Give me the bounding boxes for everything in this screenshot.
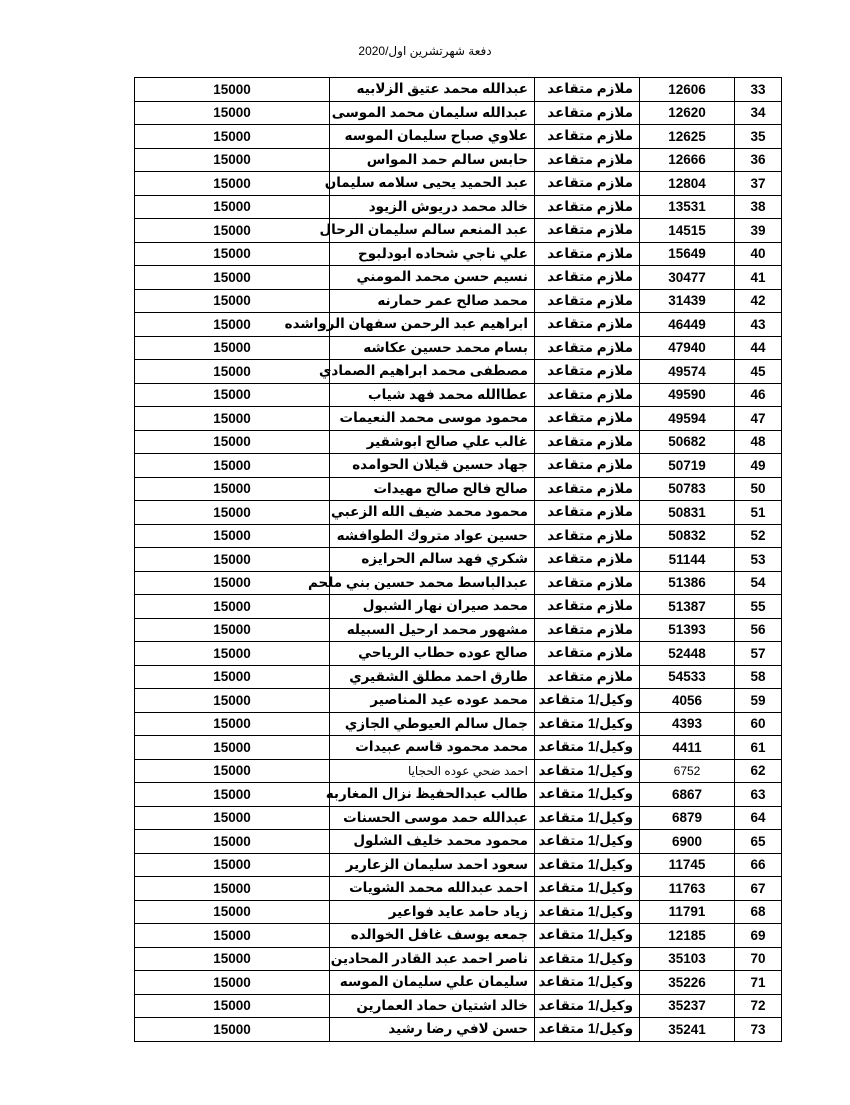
table-row — [135, 971, 782, 995]
full-name: عبد المنعم سالم سليمان الرحال — [330, 219, 535, 243]
military-number: 30477 — [640, 266, 735, 290]
table-row — [135, 712, 782, 736]
amount: 15000 — [135, 148, 330, 172]
amount: 15000 — [135, 219, 330, 243]
row-number: 67 — [735, 877, 782, 901]
full-name: محمود محمد خليف الشلول — [330, 830, 535, 854]
table-row — [135, 383, 782, 407]
military-number: 50719 — [640, 454, 735, 478]
rank: ملازم متقاعد — [535, 501, 640, 525]
amount: 15000 — [135, 360, 330, 384]
military-number: 50682 — [640, 430, 735, 454]
table-row — [135, 830, 782, 854]
row-number: 65 — [735, 830, 782, 854]
amount: 15000 — [135, 689, 330, 713]
table-row — [135, 736, 782, 760]
full-name: جهاد حسين قيلان الحوامده — [330, 454, 535, 478]
table-row — [135, 454, 782, 478]
full-name: محمود محمد ضيف الله الزعبي — [330, 501, 535, 525]
military-number: 15649 — [640, 242, 735, 266]
table-body — [135, 78, 782, 1042]
row-number: 59 — [735, 689, 782, 713]
rank: وكيل/1 متقاعد — [535, 877, 640, 901]
row-number: 46 — [735, 383, 782, 407]
row-number: 52 — [735, 524, 782, 548]
table-row — [135, 806, 782, 830]
row-number: 55 — [735, 595, 782, 619]
row-number: 63 — [735, 783, 782, 807]
table-row — [135, 289, 782, 313]
row-number: 72 — [735, 994, 782, 1018]
rank: وكيل/1 متقاعد — [535, 689, 640, 713]
row-number: 48 — [735, 430, 782, 454]
rank: ملازم متقاعد — [535, 78, 640, 102]
row-number: 51 — [735, 501, 782, 525]
table-row — [135, 900, 782, 924]
amount: 15000 — [135, 806, 330, 830]
military-number: 6900 — [640, 830, 735, 854]
row-number: 69 — [735, 924, 782, 948]
military-number: 31439 — [640, 289, 735, 313]
full-name: طارق احمد مطلق الشقيري — [330, 665, 535, 689]
rank: ملازم متقاعد — [535, 642, 640, 666]
amount: 15000 — [135, 783, 330, 807]
row-number: 54 — [735, 571, 782, 595]
full-name: صالح عوده حطاب الرياحي — [330, 642, 535, 666]
full-name: عبدالله سليمان محمد الموسى — [330, 101, 535, 125]
table-row — [135, 219, 782, 243]
military-number: 50783 — [640, 477, 735, 501]
rank: وكيل/1 متقاعد — [535, 924, 640, 948]
military-number: 52448 — [640, 642, 735, 666]
full-name: حسين عواد متروك الطوافشه — [330, 524, 535, 548]
row-number: 53 — [735, 548, 782, 572]
row-number: 68 — [735, 900, 782, 924]
military-number: 51144 — [640, 548, 735, 572]
military-number: 12185 — [640, 924, 735, 948]
military-number: 35226 — [640, 971, 735, 995]
row-number: 43 — [735, 313, 782, 337]
row-number: 37 — [735, 172, 782, 196]
rank: وكيل/1 متقاعد — [535, 900, 640, 924]
row-number: 38 — [735, 195, 782, 219]
full-name: عطاالله محمد فهد شياب — [330, 383, 535, 407]
military-number: 4411 — [640, 736, 735, 760]
full-name: سليمان علي سليمان الموسه — [330, 971, 535, 995]
full-name: علي ناجي شحاده ابودلبوح — [330, 242, 535, 266]
rank: ملازم متقاعد — [535, 195, 640, 219]
rank: ملازم متقاعد — [535, 430, 640, 454]
rank: وكيل/1 متقاعد — [535, 806, 640, 830]
military-number: 46449 — [640, 313, 735, 337]
military-number: 11745 — [640, 853, 735, 877]
amount: 15000 — [135, 712, 330, 736]
amount: 15000 — [135, 642, 330, 666]
rank: وكيل/1 متقاعد — [535, 712, 640, 736]
rank: ملازم متقاعد — [535, 242, 640, 266]
rank: ملازم متقاعد — [535, 336, 640, 360]
full-name: بسام محمد حسين عكاشه — [330, 336, 535, 360]
military-number: 47940 — [640, 336, 735, 360]
rank: ملازم متقاعد — [535, 125, 640, 149]
amount: 15000 — [135, 571, 330, 595]
row-number: 41 — [735, 266, 782, 290]
row-number: 47 — [735, 407, 782, 431]
amount: 15000 — [135, 477, 330, 501]
table-row — [135, 360, 782, 384]
row-number: 35 — [735, 125, 782, 149]
page-header: دفعة شهرتشرين اول/2020 — [358, 44, 492, 58]
table-row — [135, 571, 782, 595]
row-number: 45 — [735, 360, 782, 384]
amount: 15000 — [135, 548, 330, 572]
table-row — [135, 125, 782, 149]
full-name: ناصر احمد عبد القادر المحادين — [330, 947, 535, 971]
amount: 15000 — [135, 78, 330, 102]
table-row — [135, 430, 782, 454]
full-name: احمد ضحي عوده الحجايا — [330, 759, 535, 783]
full-name: صالح فالح صالح مهيدات — [330, 477, 535, 501]
row-number: 44 — [735, 336, 782, 360]
rank: ملازم متقاعد — [535, 172, 640, 196]
table-row — [135, 853, 782, 877]
full-name: مصطفى محمد ابراهيم الصمادي — [330, 360, 535, 384]
military-number: 49574 — [640, 360, 735, 384]
table-row — [135, 759, 782, 783]
row-number: 66 — [735, 853, 782, 877]
military-number: 35241 — [640, 1018, 735, 1042]
military-number: 12625 — [640, 125, 735, 149]
rank: وكيل/1 متقاعد — [535, 853, 640, 877]
rank: ملازم متقاعد — [535, 618, 640, 642]
military-number: 4056 — [640, 689, 735, 713]
row-number: 33 — [735, 78, 782, 102]
table-row — [135, 501, 782, 525]
row-number: 60 — [735, 712, 782, 736]
table-row — [135, 172, 782, 196]
full-name: مشهور محمد ارحيل السبيله — [330, 618, 535, 642]
military-number: 11763 — [640, 877, 735, 901]
amount: 15000 — [135, 830, 330, 854]
table-row — [135, 407, 782, 431]
amount: 15000 — [135, 924, 330, 948]
table-row — [135, 595, 782, 619]
amount: 15000 — [135, 877, 330, 901]
military-number: 12620 — [640, 101, 735, 125]
full-name: حابس سالم حمد المواس — [330, 148, 535, 172]
payment-table — [134, 77, 782, 1042]
amount: 15000 — [135, 454, 330, 478]
row-number: 71 — [735, 971, 782, 995]
table-row — [135, 266, 782, 290]
amount: 15000 — [135, 665, 330, 689]
row-number: 64 — [735, 806, 782, 830]
military-number: 12804 — [640, 172, 735, 196]
rank: ملازم متقاعد — [535, 101, 640, 125]
row-number: 49 — [735, 454, 782, 478]
amount: 15000 — [135, 853, 330, 877]
amount: 15000 — [135, 736, 330, 760]
full-name: محمد محمود قاسم عبيدات — [330, 736, 535, 760]
table-row — [135, 783, 782, 807]
military-number: 6879 — [640, 806, 735, 830]
military-number: 49590 — [640, 383, 735, 407]
rank: ملازم متقاعد — [535, 548, 640, 572]
military-number: 51386 — [640, 571, 735, 595]
military-number: 51393 — [640, 618, 735, 642]
rank: وكيل/1 متقاعد — [535, 971, 640, 995]
military-number: 35237 — [640, 994, 735, 1018]
rank: وكيل/1 متقاعد — [535, 994, 640, 1018]
row-number: 58 — [735, 665, 782, 689]
amount: 15000 — [135, 994, 330, 1018]
military-number: 6867 — [640, 783, 735, 807]
rank: ملازم متقاعد — [535, 313, 640, 337]
rank: وكيل/1 متقاعد — [535, 1018, 640, 1042]
amount: 15000 — [135, 101, 330, 125]
amount: 15000 — [135, 524, 330, 548]
full-name: احمد عبدالله محمد الشويات — [330, 877, 535, 901]
table-row — [135, 101, 782, 125]
table-row — [135, 524, 782, 548]
amount: 15000 — [135, 242, 330, 266]
row-number: 73 — [735, 1018, 782, 1042]
full-name: غالب علي صالح ابوشقير — [330, 430, 535, 454]
full-name: عبد الحميد يحيى سلامه سليمان — [330, 172, 535, 196]
table-row — [135, 618, 782, 642]
amount: 15000 — [135, 125, 330, 149]
table-row — [135, 1018, 782, 1042]
row-number: 62 — [735, 759, 782, 783]
table-row — [135, 242, 782, 266]
table-row — [135, 924, 782, 948]
row-number: 34 — [735, 101, 782, 125]
row-number: 61 — [735, 736, 782, 760]
military-number: 35103 — [640, 947, 735, 971]
full-name: ابراهيم عبد الرحمن سفهان الرواشده — [330, 313, 535, 337]
row-number: 70 — [735, 947, 782, 971]
full-name: عبدالله محمد عتيق الزلابيه — [330, 78, 535, 102]
amount: 15000 — [135, 266, 330, 290]
full-name: عبدالباسط محمد حسين بني ملحم — [330, 571, 535, 595]
military-number: 4393 — [640, 712, 735, 736]
full-name: حسن لافي رضا رشيد — [330, 1018, 535, 1042]
full-name: خالد محمد دريوش الزيود — [330, 195, 535, 219]
full-name: محمد صالح عمر حمارنه — [330, 289, 535, 313]
amount: 15000 — [135, 947, 330, 971]
amount: 15000 — [135, 289, 330, 313]
table-row — [135, 689, 782, 713]
amount: 15000 — [135, 618, 330, 642]
amount: 15000 — [135, 195, 330, 219]
full-name: محمد صيران نهار الشبول — [330, 595, 535, 619]
rank: ملازم متقاعد — [535, 407, 640, 431]
row-number: 50 — [735, 477, 782, 501]
table-row — [135, 313, 782, 337]
rank: وكيل/1 متقاعد — [535, 830, 640, 854]
row-number: 42 — [735, 289, 782, 313]
amount: 15000 — [135, 759, 330, 783]
row-number: 56 — [735, 618, 782, 642]
table-row — [135, 477, 782, 501]
full-name: زياد حامد عايد فواعير — [330, 900, 535, 924]
amount: 15000 — [135, 172, 330, 196]
rank: ملازم متقاعد — [535, 595, 640, 619]
full-name: شكري فهد سالم الحرايزه — [330, 548, 535, 572]
row-number: 57 — [735, 642, 782, 666]
rank: ملازم متقاعد — [535, 289, 640, 313]
full-name: جمعه يوسف غافل الخوالده — [330, 924, 535, 948]
row-number: 40 — [735, 242, 782, 266]
full-name: طالب عبدالحفيظ نزال المغاربه — [330, 783, 535, 807]
rank: ملازم متقاعد — [535, 524, 640, 548]
table-row — [135, 148, 782, 172]
full-name: عبدالله حمد موسى الحسنات — [330, 806, 535, 830]
rank: ملازم متقاعد — [535, 383, 640, 407]
table-row — [135, 947, 782, 971]
rank: ملازم متقاعد — [535, 454, 640, 478]
table-row — [135, 665, 782, 689]
amount: 15000 — [135, 383, 330, 407]
military-number: 6752 — [640, 759, 735, 783]
full-name: محمد عوده عيد المناصير — [330, 689, 535, 713]
military-number: 51387 — [640, 595, 735, 619]
rank: وكيل/1 متقاعد — [535, 947, 640, 971]
military-number: 50832 — [640, 524, 735, 548]
military-number: 54533 — [640, 665, 735, 689]
table-row — [135, 336, 782, 360]
military-number: 11791 — [640, 900, 735, 924]
table-row — [135, 195, 782, 219]
military-number: 49594 — [640, 407, 735, 431]
amount: 15000 — [135, 501, 330, 525]
amount: 15000 — [135, 313, 330, 337]
row-number: 39 — [735, 219, 782, 243]
amount: 15000 — [135, 430, 330, 454]
amount: 15000 — [135, 407, 330, 431]
table-row — [135, 642, 782, 666]
table-row — [135, 78, 782, 102]
military-number: 13531 — [640, 195, 735, 219]
full-name: محمود موسى محمد النعيمات — [330, 407, 535, 431]
amount: 15000 — [135, 900, 330, 924]
rank: ملازم متقاعد — [535, 266, 640, 290]
table-row — [135, 877, 782, 901]
full-name: خالد اشتيان حماد العمارين — [330, 994, 535, 1018]
rank: ملازم متقاعد — [535, 665, 640, 689]
full-name: جمال سالم العيوطي الجازي — [330, 712, 535, 736]
full-name: نسيم حسن محمد المومني — [330, 266, 535, 290]
rank: ملازم متقاعد — [535, 148, 640, 172]
amount: 15000 — [135, 595, 330, 619]
full-name: علاوي صباح سليمان الموسه — [330, 125, 535, 149]
rank: وكيل/1 متقاعد — [535, 783, 640, 807]
amount: 15000 — [135, 1018, 330, 1042]
military-number: 50831 — [640, 501, 735, 525]
table-row — [135, 548, 782, 572]
military-number: 12606 — [640, 78, 735, 102]
rank: ملازم متقاعد — [535, 477, 640, 501]
rank: وكيل/1 متقاعد — [535, 736, 640, 760]
military-number: 14515 — [640, 219, 735, 243]
amount: 15000 — [135, 971, 330, 995]
full-name: سعود احمد سليمان الزعارير — [330, 853, 535, 877]
amount: 15000 — [135, 336, 330, 360]
rank: ملازم متقاعد — [535, 360, 640, 384]
rank: ملازم متقاعد — [535, 219, 640, 243]
rank: ملازم متقاعد — [535, 571, 640, 595]
military-number: 12666 — [640, 148, 735, 172]
table-row — [135, 994, 782, 1018]
rank: وكيل/1 متقاعد — [535, 759, 640, 783]
row-number: 36 — [735, 148, 782, 172]
